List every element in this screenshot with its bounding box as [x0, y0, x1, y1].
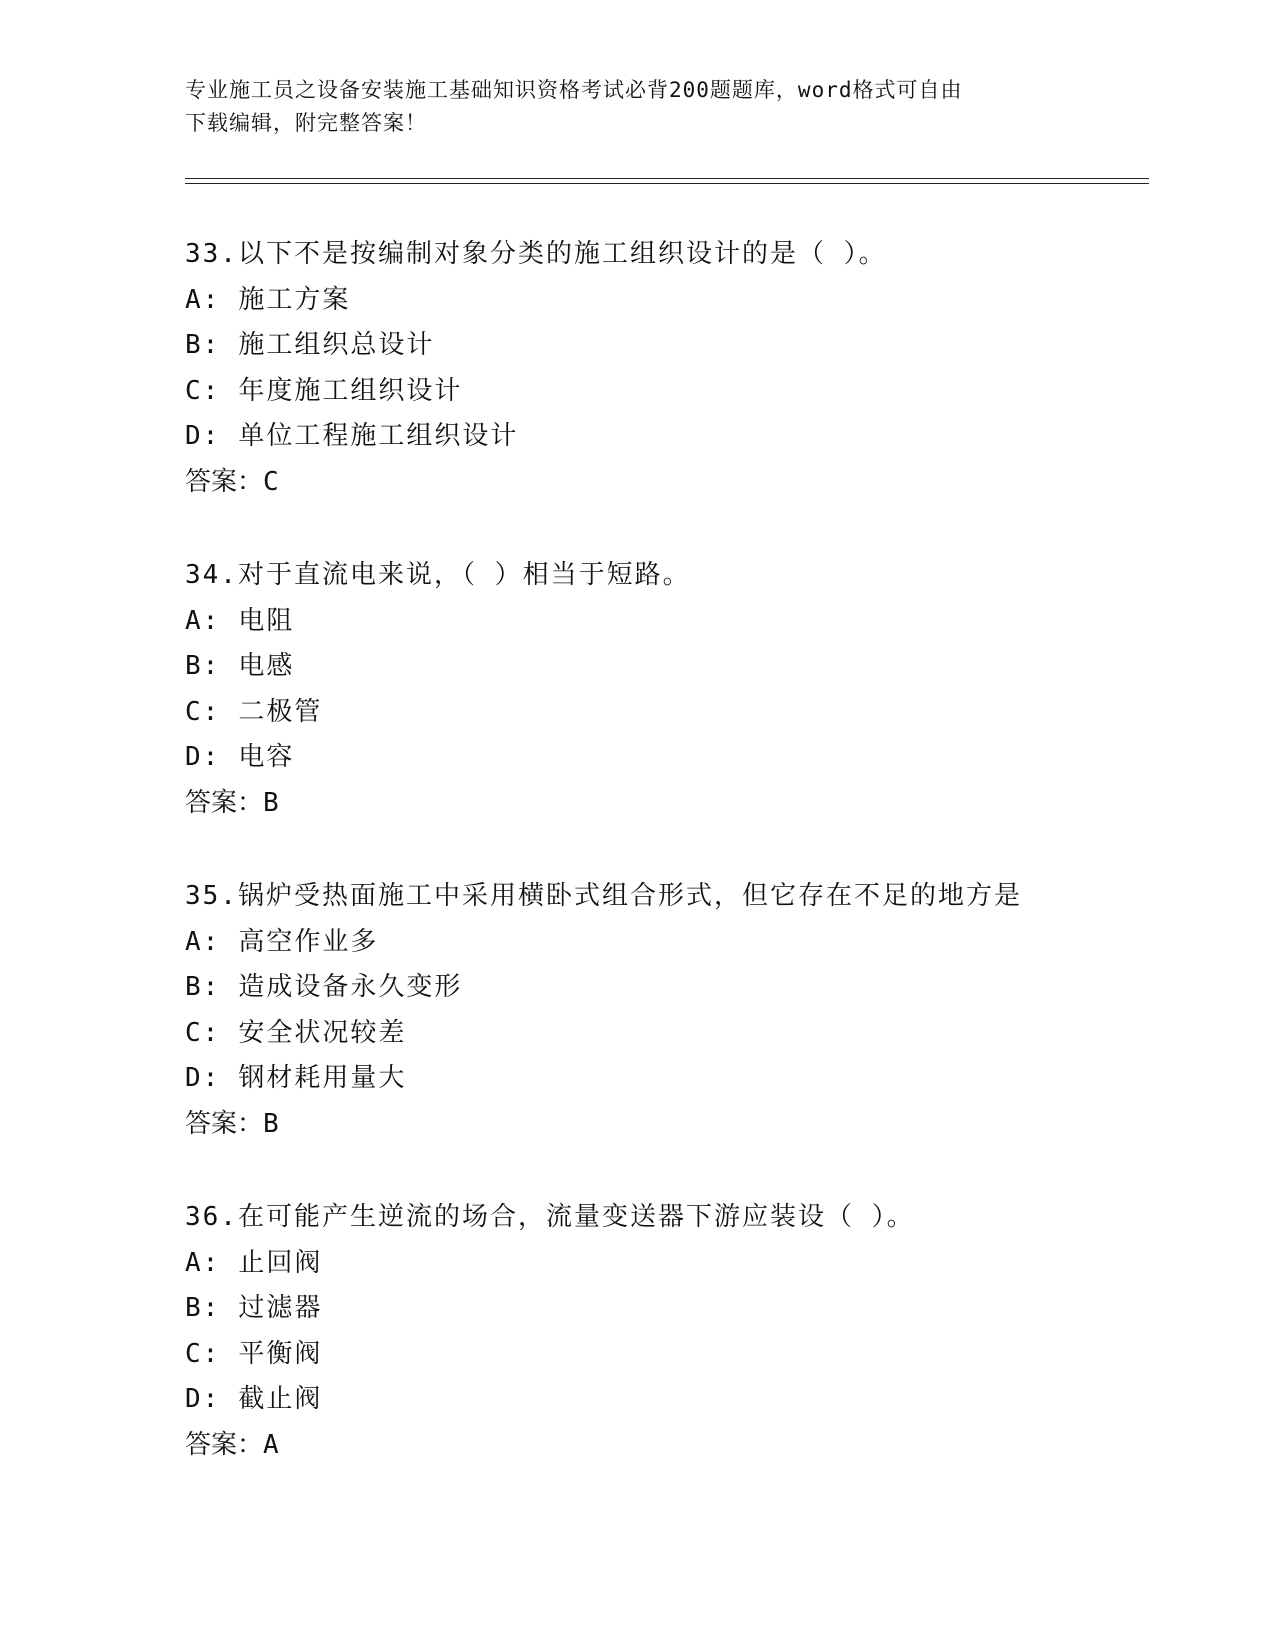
answer-value: C: [263, 466, 279, 497]
option-key: D:: [185, 742, 221, 772]
question-list: [185, 232, 1145, 1516]
option-key: C:: [185, 696, 221, 727]
answer-value: B: [263, 787, 279, 818]
answer-line: [185, 460, 1145, 506]
question-stem: [185, 553, 1145, 599]
option-text: 电阻: [238, 605, 295, 636]
option-d: [185, 735, 1145, 781]
option-text: 施工方案: [238, 284, 351, 315]
option-a: [185, 1241, 1145, 1287]
answer-value: B: [263, 1108, 279, 1139]
question-number: 35.: [185, 881, 238, 911]
option-b: [185, 323, 1145, 369]
option-text: 单位工程施工组织设计: [238, 421, 519, 451]
question-stem: [185, 232, 1145, 278]
option-key: B:: [185, 1293, 221, 1323]
option-text: 止回阀: [238, 1247, 323, 1278]
option-key: D:: [185, 1063, 221, 1093]
option-key: C:: [185, 1017, 221, 1048]
question-number: 34.: [185, 560, 238, 590]
question-number: 36.: [185, 1202, 238, 1232]
question-number: 33.: [185, 239, 238, 269]
answer-label: 答案：: [185, 466, 264, 497]
option-text: 电感: [238, 651, 295, 681]
option-d: [185, 414, 1145, 460]
option-text: 年度施工组织设计: [238, 375, 463, 406]
question-stem: [185, 1195, 1145, 1241]
option-c: [185, 690, 1145, 736]
option-key: A:: [185, 1247, 221, 1278]
option-text: 施工组织总设计: [238, 330, 435, 360]
answer-line: [185, 1102, 1145, 1148]
question-33: [185, 232, 1145, 505]
answer-label: 答案：: [185, 1108, 264, 1139]
question-text: 在可能产生逆流的场合，流量变送器下游应装设（ ）。: [237, 1202, 915, 1232]
option-d: [185, 1056, 1145, 1102]
option-b: [185, 965, 1145, 1011]
option-c: [185, 369, 1145, 415]
header-divider-top: [185, 178, 1149, 179]
option-a: [185, 920, 1145, 966]
answer-label: 答案：: [185, 787, 264, 818]
answer-line: [185, 781, 1145, 827]
question-34: [185, 553, 1145, 826]
answer-line: [185, 1423, 1145, 1469]
option-text: 二极管: [238, 696, 323, 727]
option-key: D:: [185, 1384, 221, 1414]
question-text: 锅炉受热面施工中采用横卧式组合形式，但它存在不足的地方是: [237, 881, 1022, 911]
option-text: 过滤器: [238, 1293, 323, 1323]
option-key: C:: [185, 1338, 221, 1369]
answer-label: 答案：: [185, 1429, 264, 1460]
header-line-1: 专业施工员之设备安装施工基础知识资格考试必背200题题库，word格式可自由: [185, 78, 963, 102]
option-text: 电容: [238, 742, 295, 772]
option-key: B:: [185, 651, 221, 681]
option-key: B:: [185, 330, 221, 360]
option-b: [185, 644, 1145, 690]
option-text: 截止阀: [238, 1384, 323, 1414]
option-text: 造成设备永久变形: [238, 972, 463, 1002]
question-text: 以下不是按编制对象分类的施工组织设计的是（ ）。: [237, 239, 887, 269]
option-c: [185, 1011, 1145, 1057]
header-divider-bottom: [185, 183, 1149, 184]
option-text: 安全状况较差: [238, 1017, 407, 1048]
option-b: [185, 1286, 1145, 1332]
option-key: C:: [185, 375, 221, 406]
option-d: [185, 1377, 1145, 1423]
option-text: 高空作业多: [238, 926, 379, 957]
header-line-2: 下载编辑，附完整答案！: [185, 111, 427, 135]
option-text: 钢材耗用量大: [238, 1063, 407, 1093]
option-key: A:: [185, 926, 221, 957]
option-key: B:: [185, 972, 221, 1002]
question-stem: [185, 874, 1145, 920]
option-key: A:: [185, 605, 221, 636]
option-a: [185, 599, 1145, 645]
question-text: 对于直流电来说，（ ）相当于短路。: [237, 560, 691, 590]
option-c: [185, 1332, 1145, 1378]
question-35: [185, 874, 1145, 1147]
option-key: A:: [185, 284, 221, 315]
option-a: [185, 278, 1145, 324]
answer-value: A: [263, 1429, 279, 1460]
option-text: 平衡阀: [238, 1338, 323, 1369]
document-header: [185, 74, 1085, 140]
option-key: D:: [185, 421, 221, 451]
question-36: [185, 1195, 1145, 1468]
